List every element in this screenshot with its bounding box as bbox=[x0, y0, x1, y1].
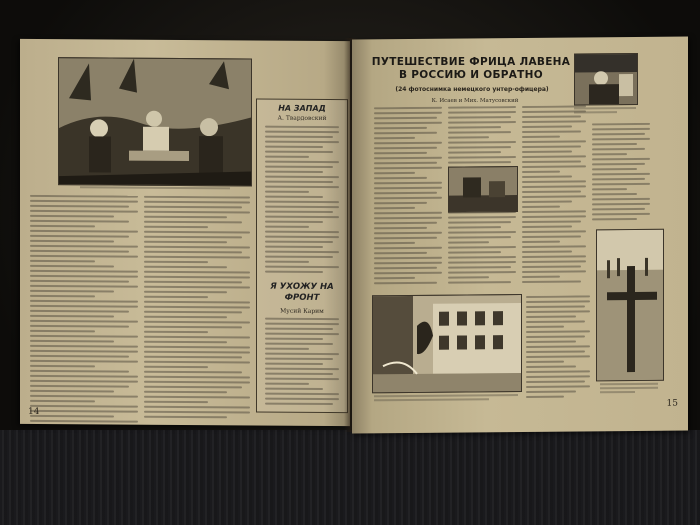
photo-middle-left bbox=[448, 166, 518, 213]
photo-grave-cross-image bbox=[597, 230, 663, 381]
illustration-caption bbox=[80, 186, 230, 191]
photo-street-building bbox=[372, 294, 522, 393]
article-authors: К. Исаев и Мих. Матусовский bbox=[431, 98, 519, 104]
photo-top-right bbox=[574, 53, 638, 106]
photo-grave-cross-caption bbox=[600, 383, 658, 398]
poem1-text bbox=[265, 126, 339, 277]
photo-grave-cross bbox=[596, 229, 664, 382]
right-page bbox=[352, 37, 688, 434]
left-page bbox=[20, 39, 350, 426]
left-page-number: 14 bbox=[28, 406, 40, 417]
photo-street-caption bbox=[374, 394, 518, 405]
photo-street-image bbox=[373, 295, 521, 392]
right-page-number: 15 bbox=[666, 398, 678, 409]
poem2-text bbox=[265, 318, 339, 409]
poem2-author: Мусий Карим bbox=[280, 307, 324, 315]
article-subheadline: (24 фотоснимка немецкого унтер-офицера) bbox=[395, 86, 549, 93]
table-surface bbox=[0, 430, 700, 525]
right-text-column-3 bbox=[522, 105, 586, 286]
right-text-column-4 bbox=[592, 123, 650, 224]
poem1-title: НА ЗАПАД bbox=[278, 103, 326, 113]
left-text-column-2 bbox=[144, 196, 250, 426]
photo-middle-left-image bbox=[449, 167, 517, 212]
poem1-author: А. Твардовский bbox=[277, 114, 327, 122]
right-text-column-5 bbox=[526, 295, 590, 406]
photo-top-right-image bbox=[575, 54, 637, 105]
left-text-column-1 bbox=[30, 195, 138, 426]
article-headline: ПУТЕШЕСТВИЕ ФРИЦА ЛАВЕНА В РОССИЮ И ОБРАТНО bbox=[371, 56, 571, 81]
illustration-soldiers bbox=[58, 57, 252, 186]
illustration-drawing bbox=[59, 58, 251, 185]
poem2-title: Я УХОЖУ НА ФРОНТ bbox=[270, 281, 334, 303]
poem-box bbox=[256, 98, 348, 413]
right-text-column-1 bbox=[374, 107, 442, 288]
